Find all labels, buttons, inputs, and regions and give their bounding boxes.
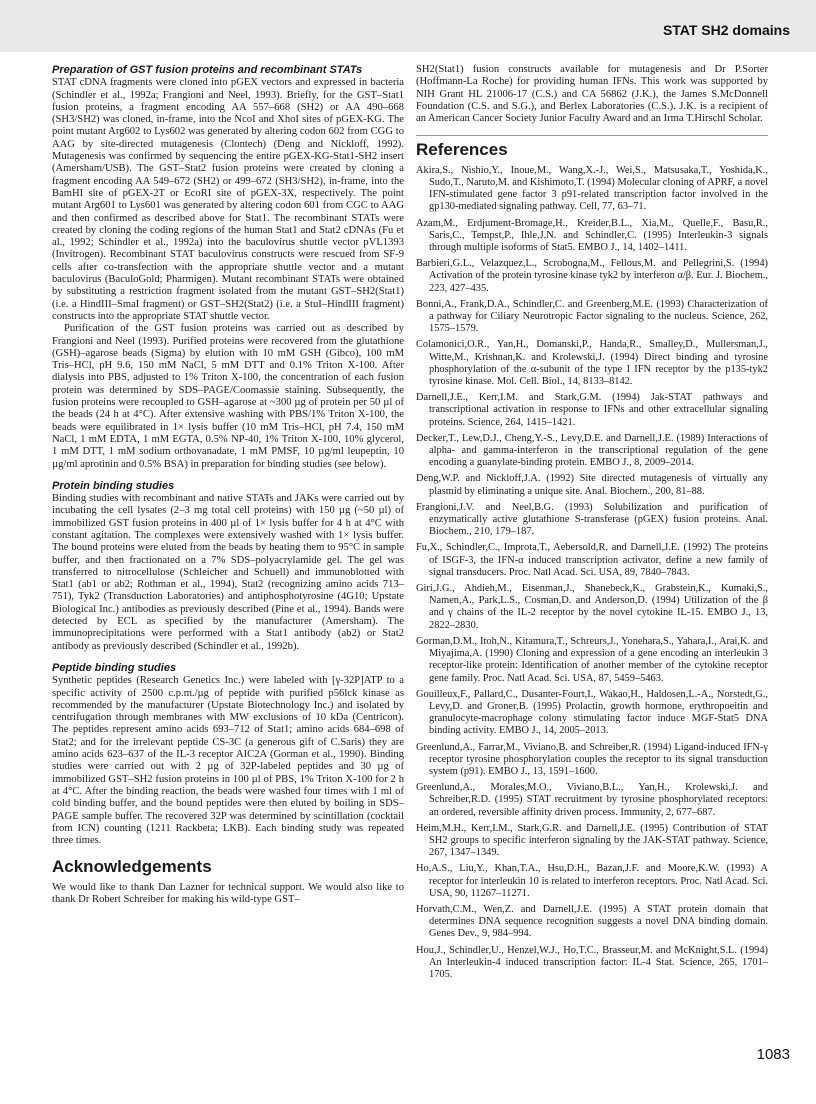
reference-item: Bonni,A., Frank,D.A., Schindler,C. and Greenberg,M.E. (1993) Characterization of a pathway for Ciliary Neurotropic Factor signaling to the nucleus. Science, 262, 1575–1579. xyxy=(416,298,768,335)
reference-item: Deng,W.P. and Nickloff,J.A. (1992) Site directed mutagenesis of virtually any plasmid by eliminating a unique site. Anal. Biochem., 200, 81–88. xyxy=(416,473,768,497)
paragraph-gst-2: Purification of the GST fusion proteins was carried out as described by Frangioni and Neel (1993). Purified proteins were recovered from the glutathione (GSH)–agarose beads (Sigma) by elution with 10 mM GSH (Gibco), 100 mM Tris–HCl, pH 9.6, 150 mM NaCl, 5 mM DTT and 0.1% Triton X-100. After dialysis into PBS, adjusted to 1% Triton X-100, the concentration of each fusion protein was determined by SDS–PAGE/Coomassie staining. Subsequently, the fusion proteins were recoupled to GSH–agarose at ~300 µg of protein per 50 µl of the beads (24 h at 4°C). After extensive washing with PBS/1% Triton X-100, the beads were equilibrated in 1× lysis buffer (10 mM Tris–HCl, pH 7.4, 150 mM NaCl, 1 mM EDTA, 1 mM EGTA, 0.5% NP-40, 1% Triton X-100, 10% glycerol, 1 mM DTT, 1 mM sodium orthovanadate, 1 mM PMSF, 10 µg/ml leupeptin, 10 µg/ml aprotinin and 0.5% BSA) in preparation for binding studies (see below). xyxy=(52,323,404,470)
reference-item: Barbieri,G.L., Velazquez,L., Scrobogna,M., Fellous,M. and Pellegrini,S. (1994) Activation of the protein tyrosine kinase tyk2 by interferon α/β. Eur. J. Biochem., 223, 427–435. xyxy=(416,258,768,294)
acknowledgements-text: We would like to thank Dan Lazner for technical support. We would also like to thank Dr Robert Schreiber for making his wild-type GST– xyxy=(52,881,404,905)
paragraph-protein-binding: Binding studies with recombinant and native STATs and JAKs were carried out by incubating the cell lysates (2–3 mg total cell proteins) with 150 µg (~50 µl) of immobilized GST fusion proteins in 400 µl of 1× lysis buffer for 4 h at 4°C with constant agitation. The complexes were extensively washed with 1× lysis buffer. The bound proteins were eluted from the beads by heating them to 95°C in sample buffer, and then fractionated on a 7% SDS–polyacrylamide gel. The gel was transferred to nitrocellulose (Schleicher and Schuell) and immunoblotted with Stat1 (ab1 or ab2; Rothman et al., 1994), Stat2 (recognizing amino acids 713–751), Tyk2 (Transduction Laboratories) and antiphosphotyrosine (4G10; Upstate Biological Inc.) antibodies as previously described (Pine et al., 1994). Bands were detected by ECL as specified by the manufacturer (Amersham). The immunoprecipitations were performed with a Stat1 antibody (ab2) or Stat2 antibody as previously described (Schindler et al., 1992b). xyxy=(52,493,404,652)
left-column xyxy=(52,64,404,906)
reference-item: Gorman,D.M., Itoh,N., Kitamura,T., Schreurs,J., Yonehara,S., Yahara,I., Arai,K. and Miyajima,A. (1990) Cloning and expression of a gene encoding an interleukin 3 receptor-like protein: Identification of another member of the cytokine receptor gene family. Proc. Natl Acad. Sci. USA, 87, 5459–5463. xyxy=(416,635,768,684)
section-divider xyxy=(416,135,768,136)
paragraph-peptide-binding: Synthetic peptides (Research Genetics Inc.) were labeled with [γ-32P]ATP to a specific activity of 2500 c.p.m./µg of peptide with purified p56lck kinase as recommended by the manufacturer (Upstate Biotechnology Inc.) and isolated by centrifugation through membranes with MW exclusions of 10 kDa (Centricon). The peptides represent amino acids 693–712 of Stat1; amino acids 684–698 of Stat2; and for the irrelevant peptide CS-3C (a generous gift of C.Saris) they are amino acids 623–637 of the IL-3 receptor AIC2A (Gorman et al., 1990). Binding studies were carried out with 2 µg of 32P-labeled peptides and 30 µg of immobilized GST–SH2 fusion proteins in 100 µl of PBS, 1% Triton X-100 for 2 h at 4°C. After the binding reaction, the beads were washed four times with 1 ml of cold binding buffer, and the bound peptides were then eluted by boiling in SDS–PAGE sample buffer. The recovered 32P was determined by scintillation (cocktail from ICN) counting (1211 Rackbeta; LKB). Each binding study was repeated three times. xyxy=(52,675,404,847)
reference-item: Akira,S., Nishio,Y., Inoue,M., Wang,X.-J., Wei,S., Matsusaka,T., Yoshida,K., Sudo,T., Naruto,M. and Kishimoto,T. (1994) Molecular cloning of APRF, a novel IFN-stimulated gene factor 3 p91-related transcription factor involved in the gp130-mediated signaling pathway. Cell, 77, 63–71. xyxy=(416,164,768,213)
section-title-protein-binding: Protein binding studies xyxy=(52,479,175,492)
paragraph-gst-1: STAT cDNA fragments were cloned into pGEX vectors and expressed in bacteria (Schindler et al., 1992a; Frangioni and Neel, 1993). Briefly, for the GST–Stat1 fusion proteins, a fragment encoding AA 557–668 (SH2) or AA 490–668 (SH3/SH2) was cloned, in-frame, into the NcoI and XhoI sites of pGEX-KG. The point mutant Arg602 to Lys602 was generated by altering codon 602 from CGG to AAG by site-directed mutagenesis (Clontech) (Deng and Nickloff, 1992). Mutagenesis was confirmed by sequencing the entire pGEX-KG-Stat1-SH2 insert (Amersham/USB). The GST–Stat2 fusion proteins were created by cloning a fragment encoding AA 549–672 (SH2) or 499–672 (SH3/SH2), in-frame, into the BamHI site of pGEX-2T or EcoRI site of pGEX-3X, respectively. The point mutant Arg601 to Lys601 was generated by altering codon 601 from CGC to AAG and then confirmed as described above for Stat1. The recombinant STATs were created by cloning the coding regions of the human Stat1 and Stat2 cDNAs (Fu et al., 1992; Schindler et al., 1992a) into the baculovirus shuttle vector pVL1393 (Invitrogen). Recombinant STAT baculovirus constructs were rescued from SF-9 cells after co-transfection with the appropriate shuttle vector and a mutant baculovirus (BaculoGold; Pharmigen). Mutant recombinant STATs were obtained by substituting a restriction fragment isolated from the mutant GST–SH2(Stat1) (i.e. a HindIII–SmaI fragment) or GST–SH2(Stat2) (i.e. a StuI–HindIII fragment) constructs into the appropriate STAT shuttle vector. xyxy=(52,77,404,322)
section-title-peptide-binding: Peptide binding studies xyxy=(52,661,177,674)
reference-item: Hou,J., Schindler,U., Henzel,W.J., Ho,T.C., Brasseur,M. and McKnight,S.L. (1994) An Interleukin-4 induced transcription factor: IL-4 Stat. Science, 265, 1701–1705. xyxy=(416,944,768,980)
page-number: 1083 xyxy=(756,1046,790,1063)
acknowledgements-heading: Acknowledgements xyxy=(52,857,212,877)
section-title-gst: Preparation of GST fusion proteins and recombinant STATs xyxy=(52,64,363,76)
reference-item: Darnell,J.E., Kerr,I.M. and Stark,G.M. (1994) Jak-STAT pathways and transcriptional activation in response to IFNs and other extracellular signaling proteins. Science, 264, 1415–1421. xyxy=(416,392,768,428)
references-heading: References xyxy=(416,140,508,160)
reference-item: Fu,X., Schindler,C., Improta,T., Aebersold,R. and Darnell,J.E. (1992) The proteins of ISGF-3, the IFN-α induced transcription activator, define a new family of signal transducers. Proc. Natl Acad. Sci. USA, 89, 7840–7843. xyxy=(416,542,768,578)
reference-item: Decker,T., Lew,D.J., Cheng,Y.-S., Levy,D.E. and Darnell,J.E. (1989) Interactions of alpha- and gamma-interferon in the transcriptional regulation of the gene encoding a guanylate-binding protein. EMBO J., 8, 2009–2014. xyxy=(416,432,768,469)
right-column xyxy=(416,64,768,985)
running-header-title: STAT SH2 domains xyxy=(662,22,790,38)
reference-item: Greenlund,A., Farrar,M., Viviano,B. and Schreiber,R. (1994) Ligand-induced IFN-γ receptor tyrosine phosphorylation couples the receptor to its signal transduction system (p91). EMBO J., 13, 1591–1600. xyxy=(416,741,768,777)
reference-item: Heim,M.H., Kerr,I.M., Stark,G.R. and Darnell,J.E. (1995) Contribution of STAT SH2 groups to specific interferon signaling by the JAK-STAT pathway. Science, 267, 1347–1349. xyxy=(416,822,768,859)
reference-item: Colamonici,O.R., Yan,H., Domanski,P., Handa,R., Smalley,D., Mullersman,J., Witte,M., Krishnan,K. and Krolewski,J. (1994) Direct binding and tyrosine phosphorylation of the α-subunit of the type I IFN receptor by the p135-tyk2 tyrosine kinase. Mol. Cell. Biol., 14, 8133–8142. xyxy=(416,339,768,388)
reference-item: Frangioni,J.V. and Neel,B.G. (1993) Solubilization and purification of enzymatically active glutathione S-transferase (pGEX) fusion proteins. Anal. Biochem., 210, 179–187. xyxy=(416,501,768,538)
acknowledgements-text-continued: SH2(Stat1) fusion constructs available for mutagenesis and Dr P.Sorter (Hoffmann-La Roche) for providing human IFNs. This work was supported by NIH Grant HL 21006-17 (C.S.) and CA 56862 (J.K.), the James S.McDonnell Foundation (C.S. and S.G.), and Berlex Laboratories (C.S.). J.K. is a recipient of an American Cancer Society Junior Faculty Award and an Irma T.Hirschl Scholar. xyxy=(416,64,768,125)
reference-item: Greenlund,A., Morales,M.O., Viviano,B.L., Yan,H., Krolewski,J. and Schreiber,R.D. (1995) STAT recruitment by tyrosine phosphorylated receptors: an ordered, reversible affinity driven process. Immunity, 2, 677–687. xyxy=(416,782,768,818)
running-header xyxy=(0,0,816,52)
reference-item: Ho,A.S., Liu,Y., Khan,T.A., Hsu,D.H., Bazan,J.F. and Moore,K.W. (1993) A receptor for interleukin 10 is related to interferon receptors. Proc. Natl Acad. Sci. USA, 90, 11267–11271. xyxy=(416,863,768,899)
reference-item: Horvath,C.M., Wen,Z. and Darnell,J.E. (1995) A STAT protein domain that determines DNA sequence recognition suggests a novel DNA binding domain. Genes Dev., 9, 984–994. xyxy=(416,903,768,940)
reference-item: Giri,J.G., Ahdieh,M., Eisenman,J., Shanebeck,K., Grabstein,K., Kumaki,S., Namen,A., Park,L.S., Cosman,D. and Anderson,D. (1994) Utilization of the β and γ chains of the IL-2 receptor by the novel cytokine IL-15. EMBO J., 13, 2822–2830. xyxy=(416,583,768,631)
reference-list xyxy=(416,165,768,981)
reference-item: Azam,M., Erdjument-Bromage,H., Kreider,B.L., Xia,M., Quelle,F., Basu,R., Saris,C., Tempst,P., Ihle,J.N. and Schindler,C. (1995) Interleukin-3 signals through multiple isoforms of Stat5. EMBO J., 14, 1402–1411. xyxy=(416,217,768,253)
reference-item: Gouilleux,F., Pallard,C., Dusanter-Fourt,I., Wakao,H., Haldosen,L.-A., Norstedt,G., Levy,D. and Groner,B. (1995) Prolactin, growth hormone, erythropoeitin and granulocyte-macrophage colony stimulating factor induce MGF-Stat5 DNA binding activity. EMBO J., 14, 2005–2013. xyxy=(416,688,768,737)
